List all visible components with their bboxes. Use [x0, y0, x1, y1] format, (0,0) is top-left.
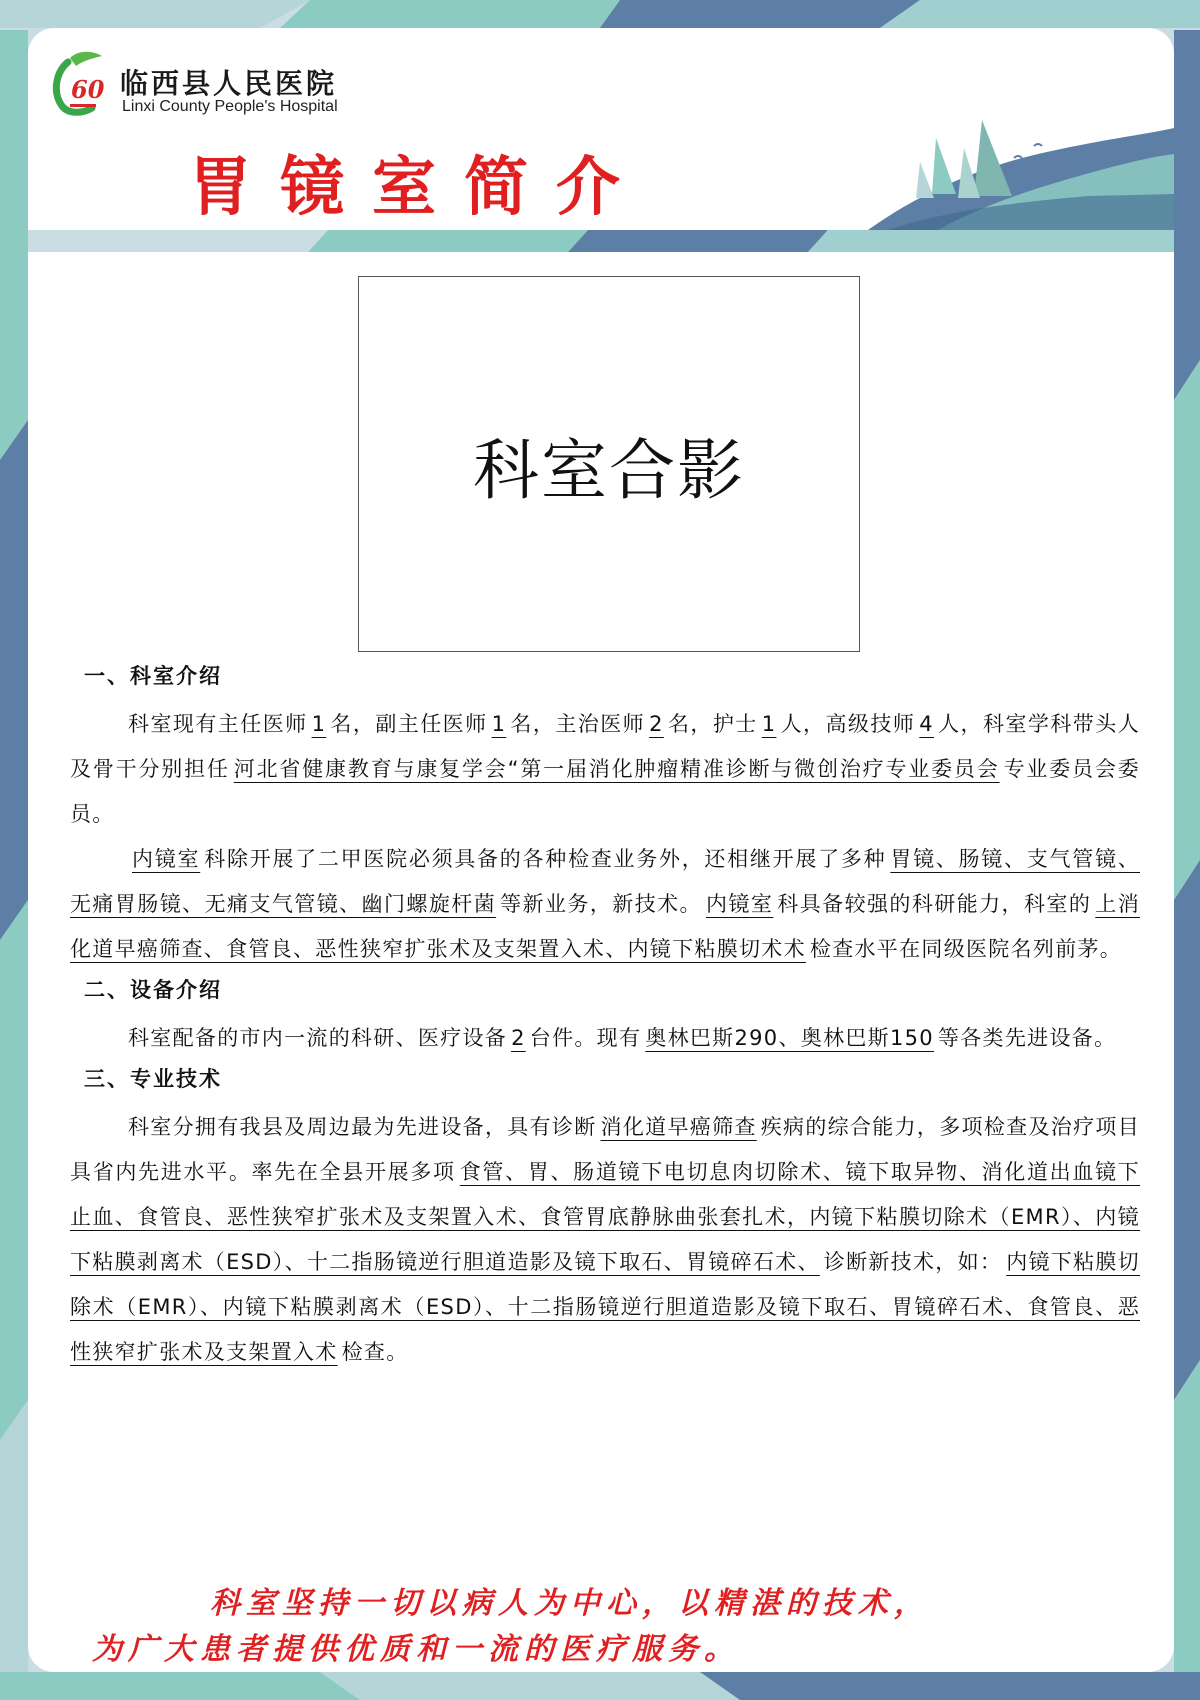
- document-body: [70, 658, 1140, 1375]
- paragraph-text: 科室现有主任医师: [128, 712, 308, 736]
- section-heading-department: 一、科室介绍: [84, 664, 222, 688]
- underlined-field: 消化道早癌筛查: [600, 1115, 757, 1139]
- slogan-line-1: 科室坚持一切以病人为中心，以精湛的技术，: [210, 1586, 930, 1621]
- underlined-field: 河北省健康教育与康复学会“第一届消化肿瘤精准诊断与微创治疗专业委员会: [233, 757, 1000, 781]
- underlined-field: 内镜室: [705, 892, 774, 916]
- paragraph-text: 名，副主任医师: [330, 712, 488, 736]
- underlined-field: 2: [511, 1026, 526, 1050]
- hospital-logo-icon: [48, 48, 114, 116]
- paragraph-text: 科室配备的市内一流的科研、医疗设备: [128, 1026, 508, 1050]
- svg-text:60: 60: [71, 75, 105, 104]
- page-title: 胃镜室简介: [188, 151, 648, 225]
- underlined-field: 1: [311, 712, 327, 736]
- paragraph-text: 疾病的综合能力，多项检查及治疗项目具省内先进水平。率先在全县开展多项: [70, 1115, 1140, 1184]
- underlined-field: 奥林巴斯290、奥林巴斯150: [645, 1026, 934, 1050]
- slogan-line-2: 为广大患者提供优质和一流的医疗服务。: [92, 1632, 740, 1667]
- paragraph-text: 专业委员会委员。: [70, 757, 1141, 826]
- underlined-field: 1: [491, 712, 507, 736]
- department-services-paragraph: [70, 837, 1140, 972]
- paragraph-text: 科室分拥有我县及周边最为先进设备，具有诊断: [128, 1115, 597, 1139]
- section-heading-techniques: 三、专业技术: [84, 1067, 222, 1091]
- underlined-field: 4: [919, 712, 934, 736]
- paragraph-text: 名，主治医师: [510, 712, 646, 736]
- hospital-name-en: Linxi County People's Hospital: [122, 98, 338, 115]
- photo-placeholder: [358, 276, 860, 652]
- underlined-field: 内镜室: [132, 847, 201, 871]
- hospital-name-cn: 临西县人民医院: [120, 67, 338, 100]
- underlined-field: 食管、胃、肠道镜下电切息肉切除术、镜下取异物、消化道出血镜下止血、食管良、恶性狭窄扩张术及支架置入术、食管胃底静脉曲张套扎术，内镜下粘膜切除术（EMR）、内镜下粘膜剥离术（ESD）、十二指肠镜逆行胆道造影及镜下取石、胃镜碎石术、: [70, 1160, 1140, 1274]
- underlined-field: 2: [649, 712, 664, 736]
- paragraph-text: 科除开展了二甲医院必须具备的各种检查业务外，还相继开展了多种: [204, 847, 887, 871]
- paragraph-text: 科具备较强的科研能力，科室的: [777, 892, 1092, 916]
- photo-placeholder-label: 科室合影: [473, 431, 745, 509]
- underlined-field: 内镜下粘膜切除术（EMR）、内镜下粘膜剥离术（ESD）、十二指肠镜逆行胆道造影及镜下取石、胃镜碎石术、食管良、恶性狭窄扩张术及支架置入术: [70, 1250, 1140, 1364]
- department-intro-paragraph: [70, 702, 1140, 837]
- equipment-paragraph: [70, 1016, 1140, 1061]
- underlined-field: 胃镜、肠镜、支气管镜、无痛胃肠镜、无痛支气管镜、幽门螺旋杆菌: [70, 847, 1140, 916]
- paragraph-text: 名，护士: [667, 712, 758, 736]
- section-heading-equipment: 二、设备介绍: [84, 978, 222, 1002]
- paragraph-text: 人，科室学科带头人及骨干分别担任: [70, 712, 1141, 781]
- paragraph-text: 检查水平在同级医院名列前茅。: [809, 937, 1123, 961]
- paragraph-text: 人，高级技师: [780, 712, 916, 736]
- header-divider-band: [28, 230, 1174, 252]
- paragraph-text: 检查。: [341, 1340, 409, 1364]
- paragraph-text: 等各类先进设备。: [937, 1026, 1117, 1050]
- underlined-field: 上消化道早癌筛查、食管良、恶性狭窄扩张术及支架置入术、内镜下粘膜切术术: [70, 892, 1141, 961]
- techniques-paragraph: [70, 1105, 1140, 1375]
- sailboat-wave-illustration: [828, 98, 1174, 230]
- underlined-field: 1: [761, 712, 777, 736]
- paragraph-text: 台件。现有: [529, 1026, 642, 1050]
- paragraph-text: 等新业务，新技术。: [500, 892, 702, 916]
- paragraph-text: 诊断新技术，如：: [823, 1250, 1003, 1274]
